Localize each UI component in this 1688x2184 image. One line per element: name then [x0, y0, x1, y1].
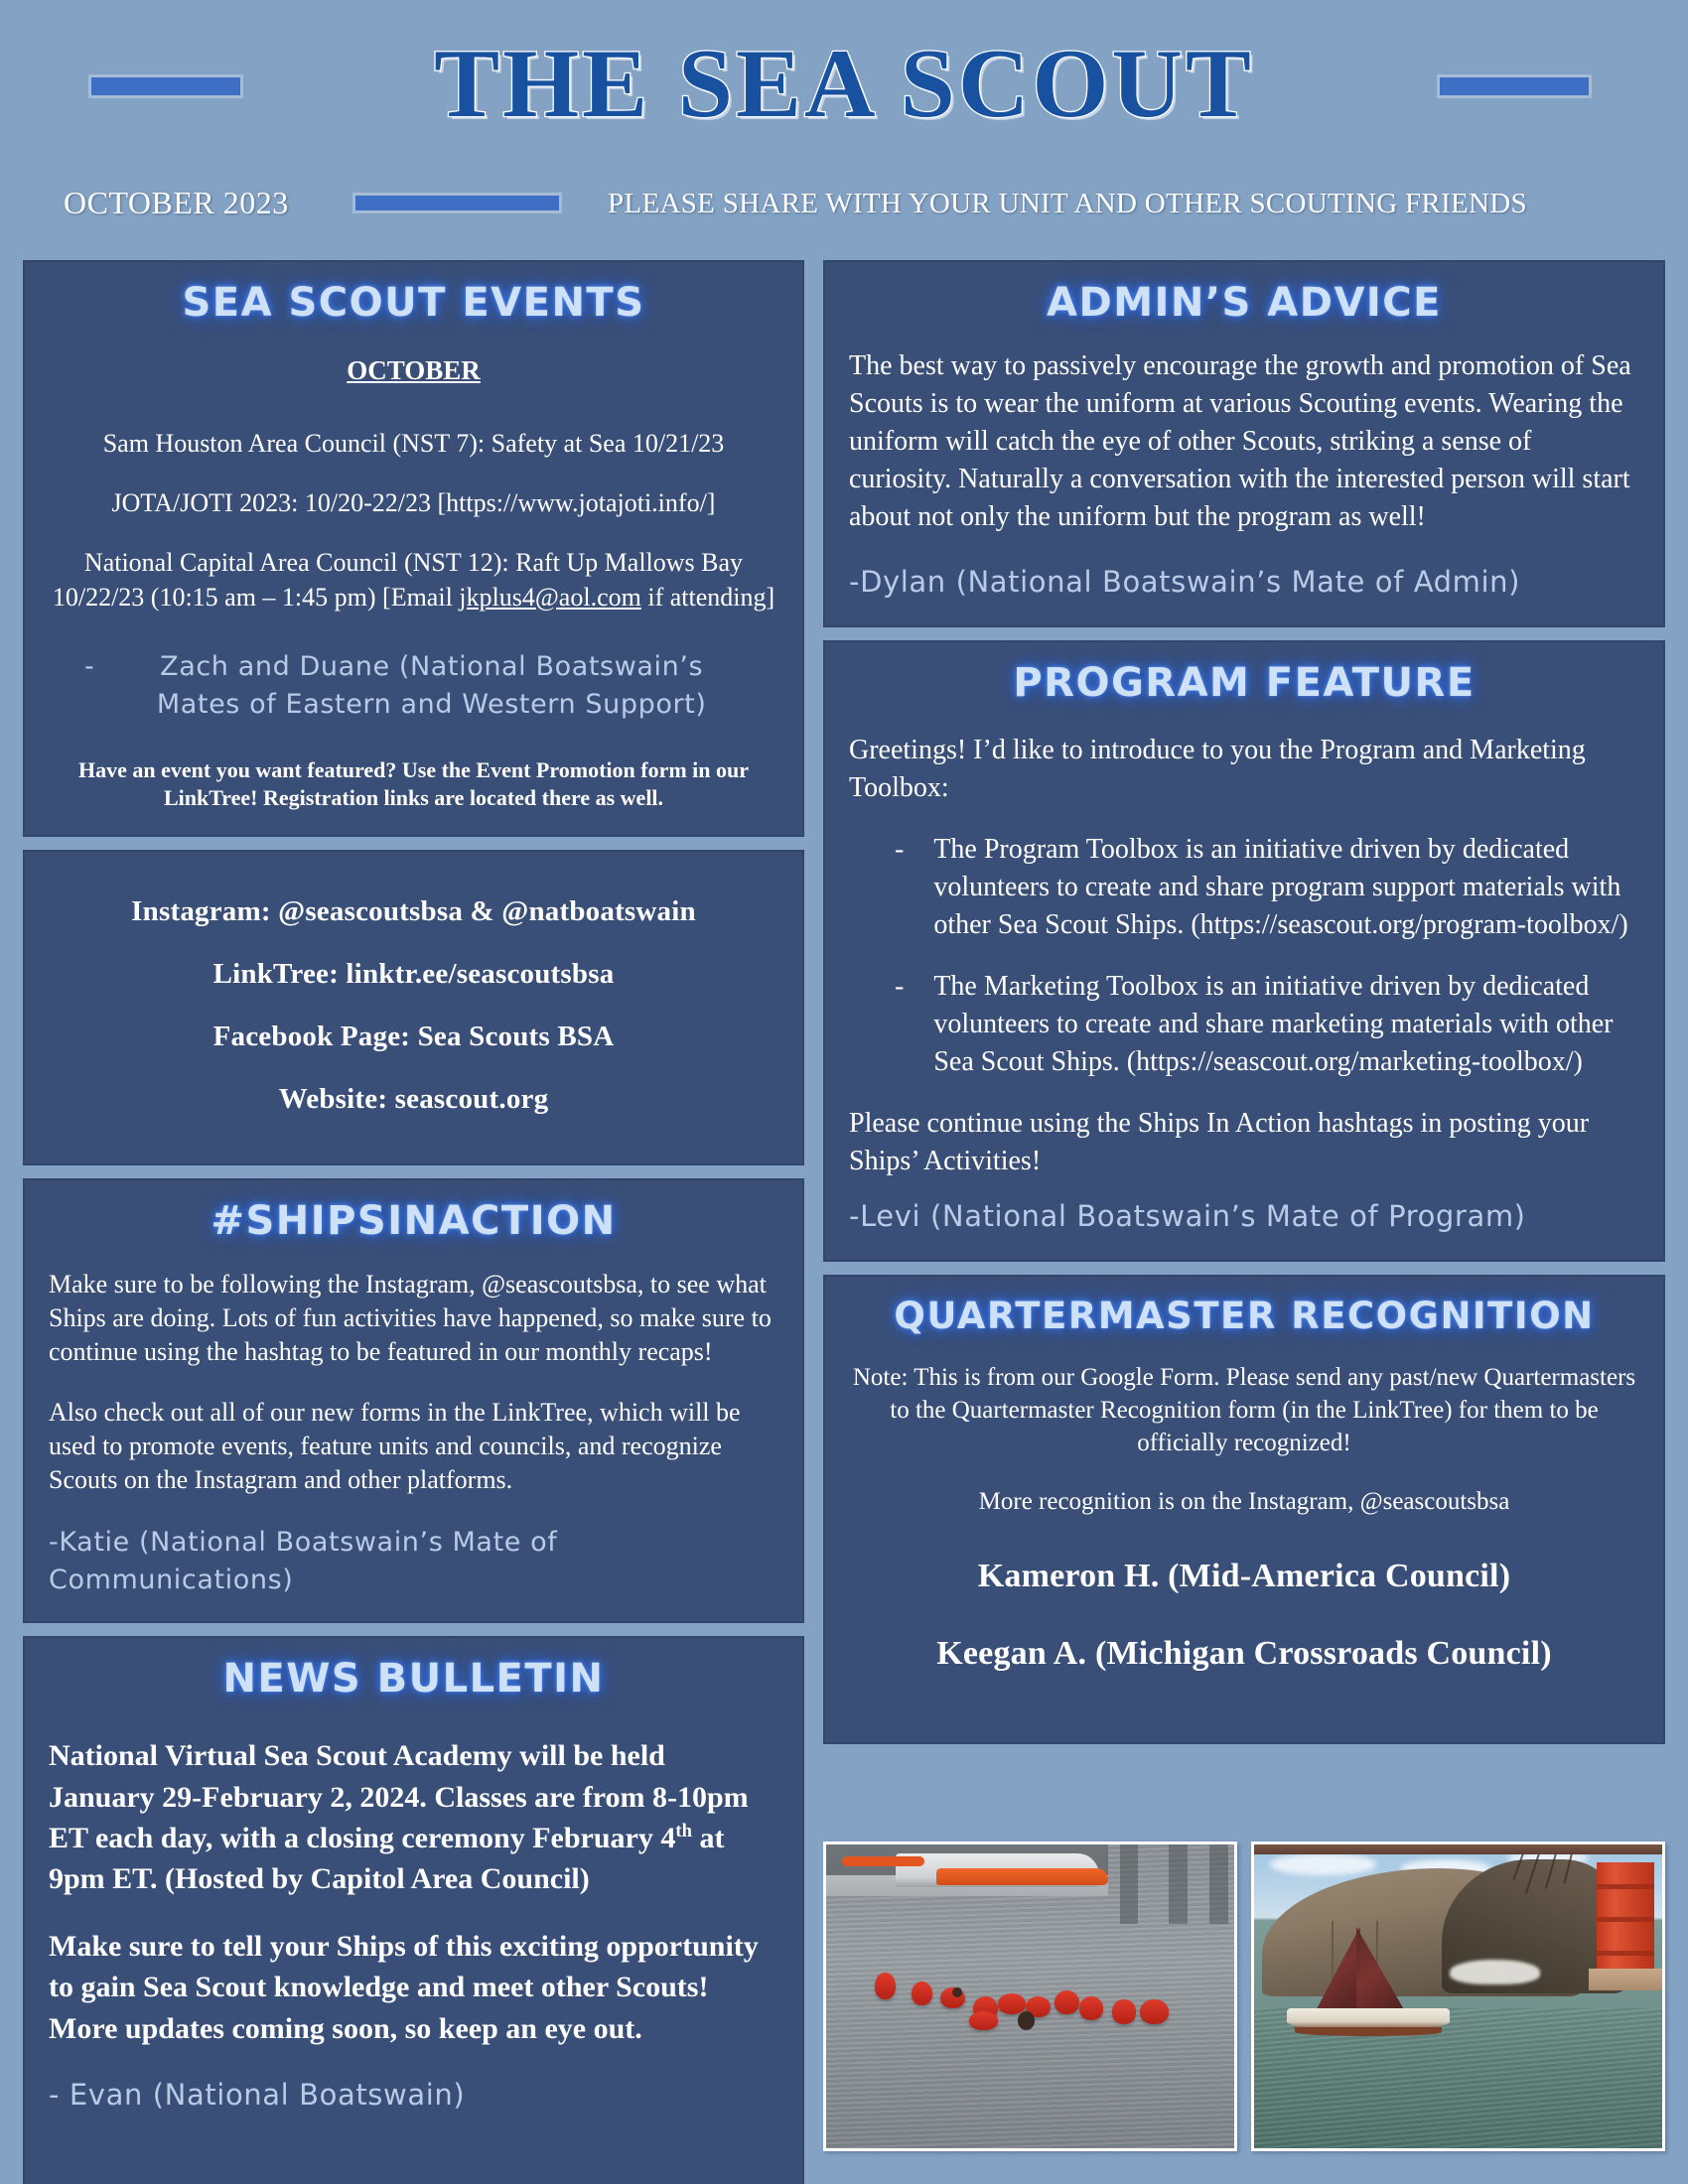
share-tagline: PLEASE SHARE WITH YOUR UNIT AND OTHER SCOUTING FRIENDS	[608, 188, 1527, 219]
left-column	[23, 260, 804, 2184]
section-heading-news-bulletin: NEWS BULLETIN	[222, 1656, 605, 1703]
program-feature-intro: Greetings! I’d like to introduce to you the Program and Marketing Toolbox:	[849, 734, 1586, 803]
list-item	[849, 968, 1639, 1081]
social-facebook[interactable]: Facebook Page: Sea Scouts BSA	[212, 1020, 615, 1052]
event-item-with-email	[49, 546, 778, 614]
voyaging-canoe-golden-gate-photo	[1251, 1842, 1665, 2151]
email-link[interactable]: jkplus4@aol.com	[459, 582, 641, 612]
panel-admins-advice	[823, 260, 1665, 627]
events-signature-text: Zach and Duane (National Boatswain’s Mates of Eastern and Western Support)	[156, 650, 707, 721]
admins-advice-signature: -Dylan (National Boatswain’s Mate of Admin)	[849, 565, 1521, 600]
social-website[interactable]: Website: seascout.org	[278, 1082, 549, 1115]
section-heading-ships-in-action: #SHIPSINACTION	[211, 1197, 617, 1244]
section-heading-events: SEA SCOUT EVENTS	[182, 280, 645, 326]
quartermaster-recipient: Keegan A. (Michigan Crossroads Council)	[936, 1634, 1552, 1672]
panel-news-bulletin	[23, 1636, 804, 2184]
social-linktree[interactable]: LinkTree: linktr.ee/seascoutsbsa	[212, 957, 615, 990]
panel-sea-scout-events	[23, 260, 804, 837]
section-heading-quartermaster: QUARTERMASTER RECOGNITION	[894, 1294, 1595, 1337]
news-signature: - Evan (National Boatswain)	[49, 2077, 466, 2112]
list-item	[849, 831, 1639, 944]
panel-program-feature	[823, 640, 1665, 1262]
quartermaster-recipient: Kameron H. (Mid-America Council)	[977, 1557, 1511, 1594]
event-item-text-post: if attending]	[640, 582, 775, 612]
page-title: THE SEA SCOUT	[434, 30, 1254, 138]
events-month-label: OCTOBER	[347, 355, 481, 385]
events-footnote: Have an event you want featured? Use the Event Promotion form in our LinkTree! Registration links are located there as well.	[77, 756, 750, 811]
ships-in-action-paragraph-2: Also check out all of our new forms in the LinkTree, which will be used to promote events, feature units and councils, and recognize Scouts on the Instagram and other platforms.	[49, 1397, 741, 1495]
events-signature	[49, 648, 778, 725]
social-instagram[interactable]: Instagram: @seascoutsbsa & @natboatswain	[131, 894, 696, 927]
section-heading-program-feature: PROGRAM FEATURE	[1013, 659, 1476, 706]
program-feature-closing: Please continue using the Ships In Action hashtags in posting your Ships’ Activities!	[849, 1108, 1590, 1177]
program-feature-bullet-list	[849, 831, 1639, 1081]
panel-social-links	[23, 850, 804, 1165]
event-item: Sam Houston Area Council (NST 7): Safety at Sea 10/21/23	[102, 428, 725, 458]
right-column	[823, 260, 1665, 1757]
bullet-dash-icon: -	[895, 833, 905, 865]
masthead	[0, 0, 1688, 256]
program-feature-bullet-text: The Marketing Toolbox is an initiative driven by dedicated volunteers to create and share marketing materials with other Sea Scout Ships. (https://seascout.org/marketing-toolbox/)	[933, 970, 1614, 1078]
section-heading-admins-advice: ADMIN’S ADVICE	[1047, 280, 1442, 326]
news-paragraph-1-part-b: at 9pm ET. (Hosted by Capitol Area Council)	[49, 1822, 725, 1896]
dash-marker: -	[84, 650, 95, 682]
news-paragraph-1-part-a: National Virtual Sea Scout Academy will be held January 29-February 2, 2024. Classes are from 8-10pm ET each day, with a closing ceremony February 4	[49, 1739, 749, 1855]
admins-advice-paragraph: The best way to passively encourage the growth and promotion of Sea Scouts is to wear the uniform at various Scouting events. Wearing the uniform will catch the eye of other Scouts, striking a sense of curiosity. Naturally a conversation with the interested person will start about not only the uniform but the program as well!	[849, 350, 1631, 533]
news-paragraph-2: Make sure to tell your Ships of this exciting opportunity to gain Sea Scout knowledge and meet other Scouts! More updates coming soon, so keep an eye out.	[49, 1929, 759, 2045]
news-paragraph-1	[49, 1735, 778, 1900]
program-feature-signature: -Levi (National Boatswain’s Mate of Program)	[849, 1199, 1526, 1234]
ships-in-action-paragraph-1: Make sure to be following the Instagram, @seascoutsbsa, to see what Ships are doing. Lots of fun activities have happened, so make sure to continue using the hashtag to be featured in our monthly recaps!	[49, 1269, 772, 1367]
bullet-dash-icon: -	[895, 970, 905, 1002]
quartermaster-more-recognition: More recognition is on the Instagram, @seascoutsbsa	[978, 1487, 1510, 1515]
photo-row	[823, 1842, 1665, 2151]
cold-water-immersion-suit-training-photo	[823, 1842, 1237, 2151]
ships-in-action-signature: -Katie (National Boatswain’s Mate of Communications)	[49, 1526, 558, 1595]
event-item: JOTA/JOTI 2023: 10/20-22/23 [https://www.jotajoti.info/]	[111, 487, 716, 517]
event-item-text-pre: National Capital Area Council (NST 12): Raft Up Mallows Bay 10/22/23 (10:15 am – 1:45 pm) [Email	[52, 548, 744, 612]
news-ordinal-suffix: th	[675, 1821, 692, 1843]
program-feature-bullet-text: The Program Toolbox is an initiative driven by dedicated volunteers to create and share program support materials with other Sea Scout Ships. (https://seascout.org/program-toolbox/)	[933, 833, 1628, 940]
issue-date: OCTOBER 2023	[64, 185, 289, 220]
panel-ships-in-action	[23, 1178, 804, 1624]
quartermaster-note: Note: This is from our Google Form. Please send any past/new Quartermasters to the Quartermaster Recognition form (in the LinkTree) for them to be officially recognized!	[852, 1363, 1636, 1456]
panel-quartermaster-recognition	[823, 1275, 1665, 1744]
decorative-bar-middle	[355, 196, 559, 210]
